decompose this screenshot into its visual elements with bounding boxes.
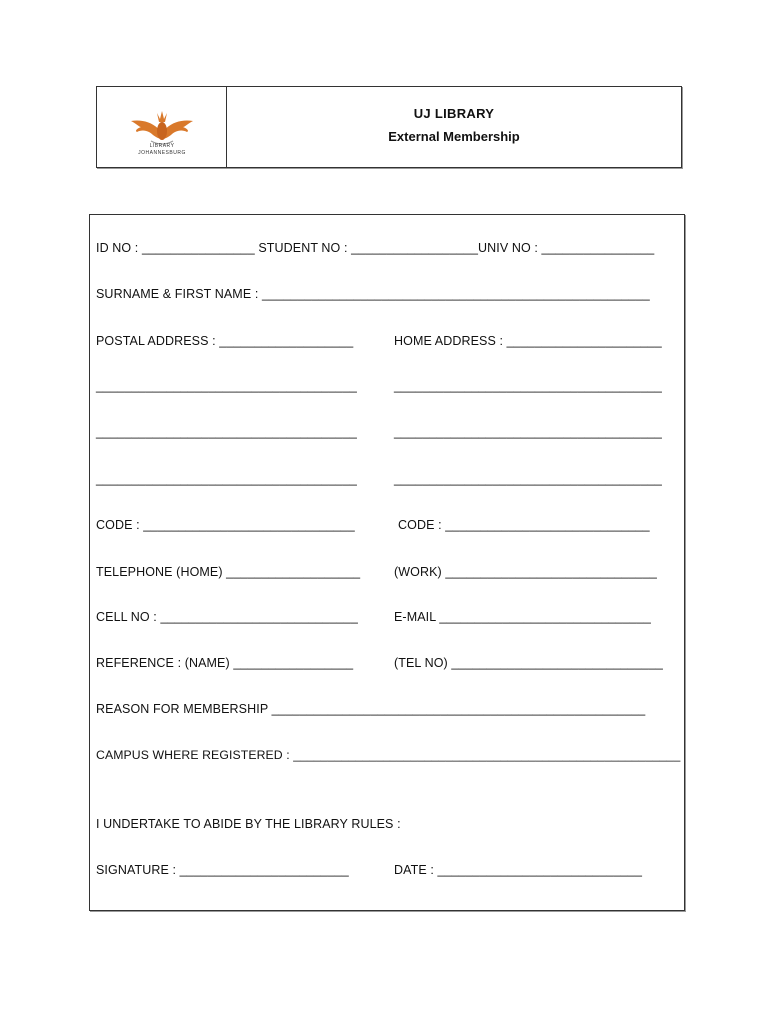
surname-first-name-field[interactable]: SURNAME & FIRST NAME : _______________________________________________________ — [96, 287, 650, 301]
postal-address-field[interactable]: POSTAL ADDRESS : ___________________ — [96, 334, 354, 348]
logo-cell — [97, 87, 227, 167]
postal-address-line-3[interactable]: _____________________________________ — [96, 425, 357, 439]
home-address-line-2[interactable]: ______________________________________ — [394, 379, 662, 393]
telephone-work-field[interactable]: (WORK) ______________________________ — [394, 565, 657, 579]
cell-no-field[interactable]: CELL NO : ____________________________ — [96, 610, 358, 624]
email-field[interactable]: E-MAIL ______________________________ — [394, 610, 651, 624]
home-code-field[interactable]: CODE : _____________________________ — [398, 518, 650, 532]
membership-form — [89, 214, 685, 911]
home-address-line-3[interactable]: ______________________________________ — [394, 425, 662, 439]
id-student-univ-fields[interactable]: ID NO : ________________ STUDENT NO : __________________UNIV NO : ________________ — [96, 241, 655, 255]
logo-text-johannesburg: JOHANNESBURG — [138, 150, 186, 156]
home-address-field[interactable]: HOME ADDRESS : ______________________ — [394, 334, 662, 348]
postal-code-field[interactable]: CODE : ______________________________ — [96, 518, 355, 532]
postal-address-line-4[interactable]: _____________________________________ — [96, 472, 357, 486]
title-cell — [227, 87, 681, 167]
undertake-statement: I UNDERTAKE TO ABIDE BY THE LIBRARY RULES : — [96, 817, 401, 831]
page-subtitle: External Membership — [388, 129, 520, 144]
reference-tel-field[interactable]: (TEL NO) ______________________________ — [394, 656, 663, 670]
logo-text-library: LIBRARY — [149, 143, 175, 149]
reference-name-field[interactable]: REFERENCE : (NAME) _________________ — [96, 656, 354, 670]
telephone-home-field[interactable]: TELEPHONE (HOME) ___________________ — [96, 565, 361, 579]
postal-address-line-2[interactable]: _____________________________________ — [96, 379, 357, 393]
home-address-line-4[interactable]: ______________________________________ — [394, 472, 662, 486]
date-field[interactable]: DATE : _____________________________ — [394, 863, 643, 877]
signature-field[interactable]: SIGNATURE : ________________________ — [96, 863, 349, 877]
form-header — [96, 86, 682, 168]
reason-field[interactable]: REASON FOR MEMBERSHIP _____________________________________________________ — [96, 702, 646, 716]
page-title: UJ LIBRARY — [413, 106, 495, 121]
campus-field[interactable]: CAMPUS WHERE REGISTERED : ________________________________________________________ — [96, 748, 681, 762]
